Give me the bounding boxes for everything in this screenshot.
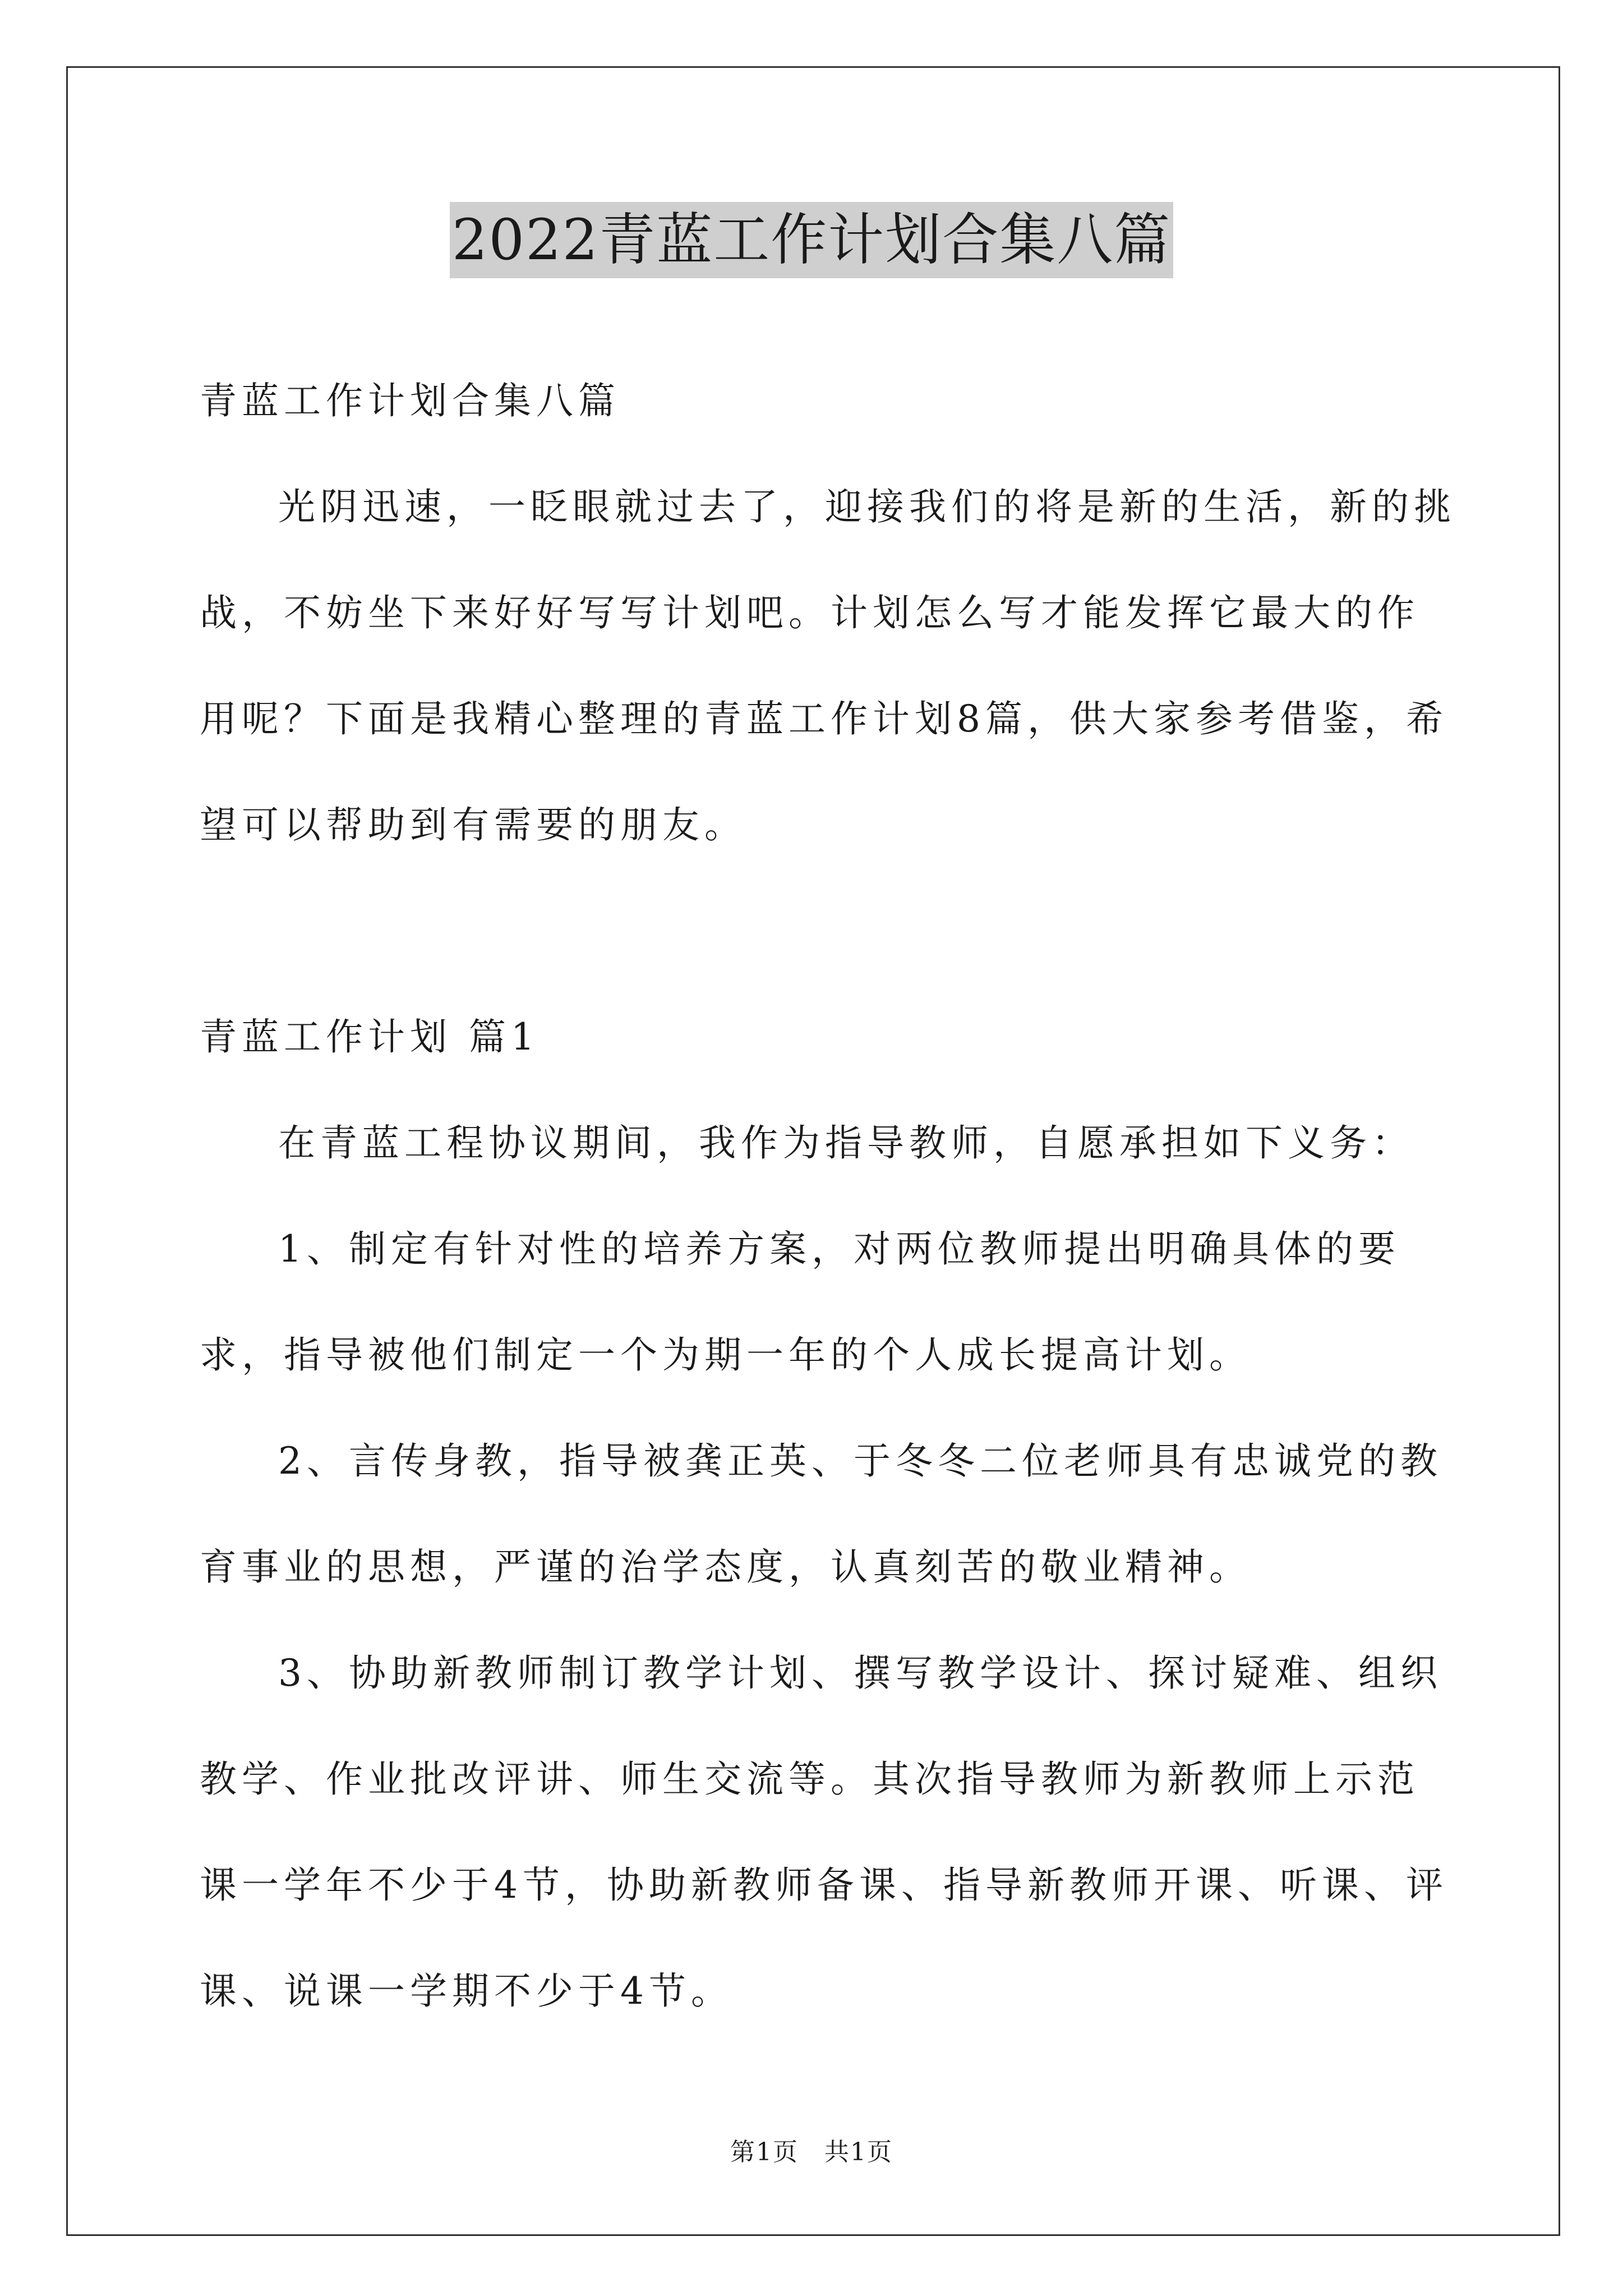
page-footer: 第1页 共1页 — [730, 2138, 893, 2166]
document-body — [200, 348, 1456, 2044]
section-heading: 青蓝工作计划 篇1 — [200, 1015, 540, 1059]
section-paragraph-1: 在青蓝工程协议期间，我作为指导教师，自愿承担如下义务： — [278, 1121, 1414, 1165]
subtitle: 青蓝工作计划合集八篇 — [200, 379, 620, 422]
intro-paragraph: 光阴迅速，一眨眼就过去了，迎接我们的将是新的生活，新的挑战，不妨坐下来好好写写计划吧。计划怎么写才能发挥它最大的作用呢？下面是我精心整理的青蓝工作计划8篇，供大家参考借鉴，希望可以帮助到有需要的朋友。 — [200, 485, 1456, 846]
paragraph-gap — [200, 878, 1456, 984]
section-paragraph-3: 2、言传身教，指导被龚正英、于冬冬二位老师具有忠诚党的教育事业的思想，严谨的治学态度，认真刻苦的敬业精神。 — [200, 1439, 1442, 1589]
title-text: 2022青蓝工作计划合集八篇 — [450, 202, 1174, 278]
section-paragraph-2: 1、制定有针对性的培养方案，对两位教师提出明确具体的要求，指导被他们制定一个为期一年的个人成长提高计划。 — [200, 1227, 1400, 1377]
section-paragraph-4: 3、协助新教师制订教学计划、撰写教学设计、探讨疑难、组织教学、作业批改评讲、师生交流等。其次指导教师为新教师上示范课一学年不少于4节，协助新教师备课、指导新教师开课、听课、评课、说课一学期不少于4节。 — [200, 1651, 1448, 2013]
document-title — [0, 202, 1623, 278]
